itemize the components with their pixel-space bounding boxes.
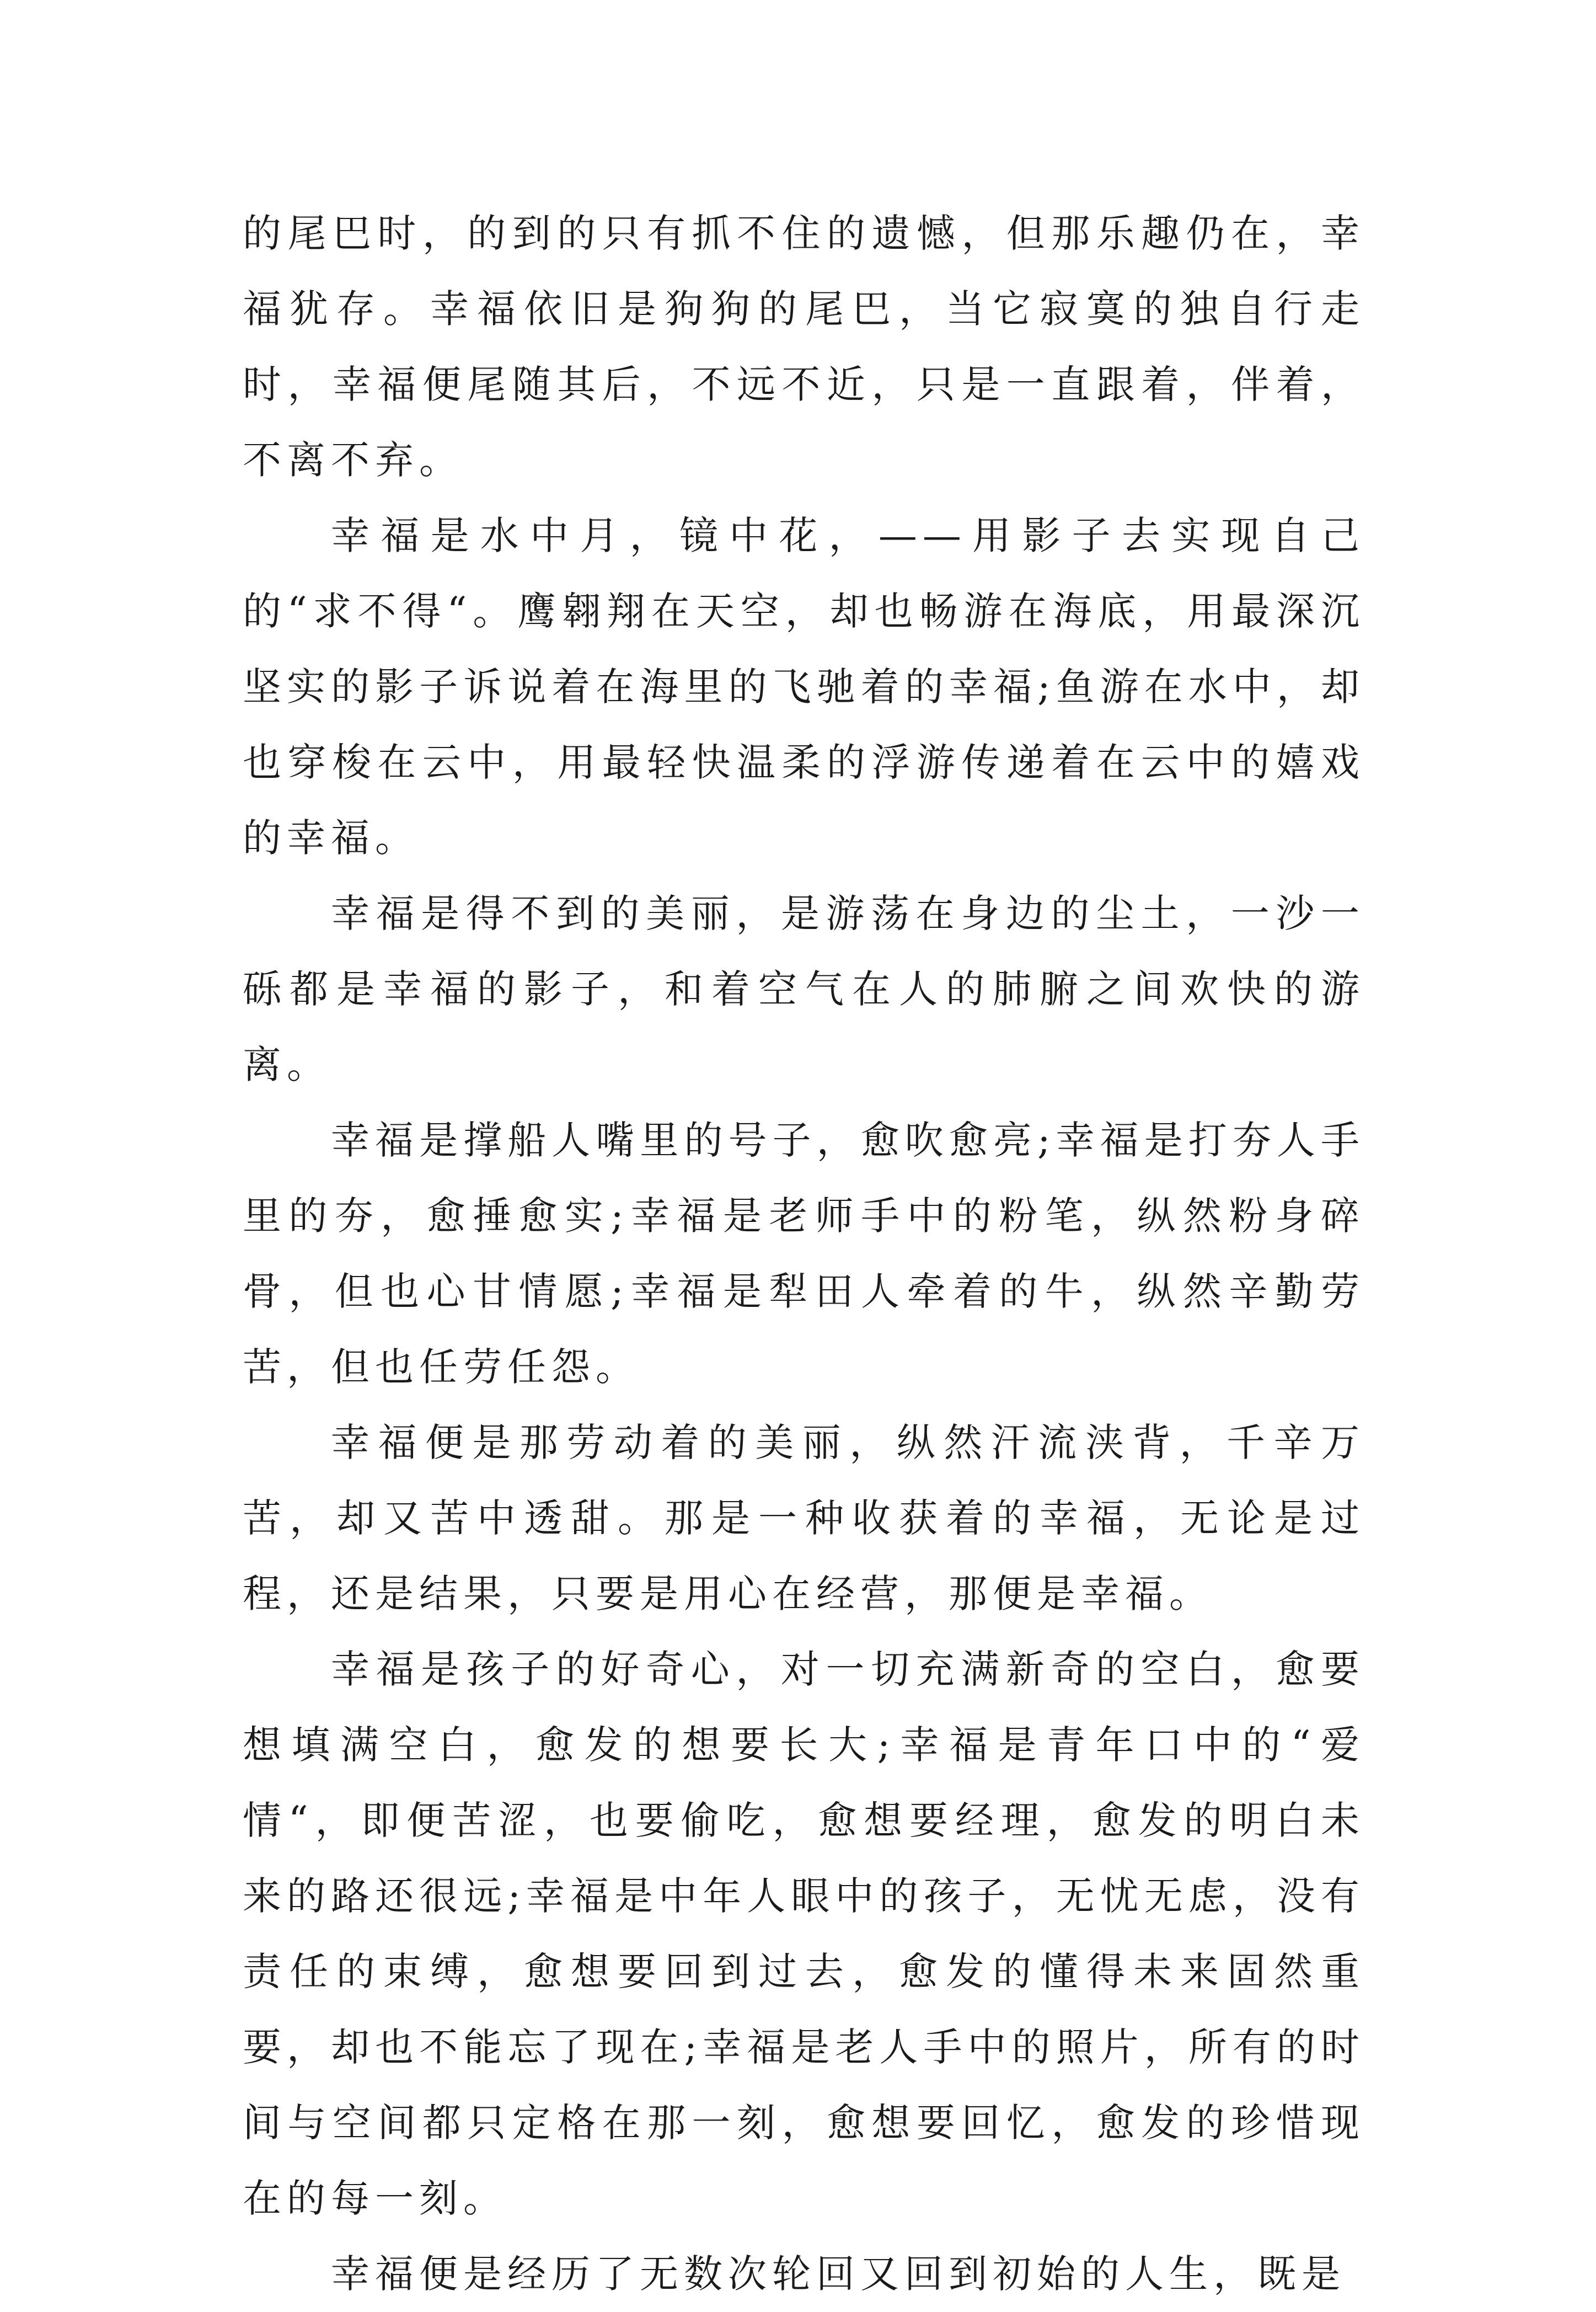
paragraph-3: 幸福是得不到的美丽，是游荡在身边的尘土，一沙一砾都是幸福的影子，和着空气在人的肺腑之间欢快的游离。 xyxy=(243,891,1365,1087)
paragraph-1: 的尾巴时，的到的只有抓不住的遗憾，但那乐趣仍在，幸福犹存。幸福依旧是狗狗的尾巴，当它寂寞的独自行走时，幸福便尾随其后，不远不近，只是一直跟着，伴着，不离不弃。 xyxy=(243,211,1365,483)
paragraph-6: 幸福是孩子的好奇心，对一切充满新奇的空白，愈要想填满空白，愈发的想要长大;幸福是青年口中的“爱情“，即便苦涩，也要偷吃，愈想要经理，愈发的明白未来的路还很远;幸福是中年人眼中的孩子，无忧无虑，没有责任的束缚，愈想要回到过去，愈发的懂得未来固然重要，却也不能忘了现在;幸福是老人手中的照片，所有的时间与空间都只定格在那一刻，愈想要回忆，愈发的珍惜现在的每一刻。 xyxy=(243,1647,1365,2221)
paragraph-5: 幸福便是那劳动着的美丽，纵然汗流浃背，千辛万苦，却又苦中透甜。那是一种收获着的幸福，无论是过程，还是结果，只要是用心在经营，那便是幸福。 xyxy=(243,1420,1365,1616)
paragraph-7: 幸福便是经历了无数次轮回又回到初始的人生，既是 xyxy=(331,2251,1346,2297)
document-body xyxy=(243,196,1365,2312)
paragraph-2: 幸福是水中月，镜中花，——用影子去实现自己的“求不得“。鹰翱翔在天空，却也畅游在海底，用最深沉坚实的影子诉说着在海里的飞驰着的幸福;鱼游在水中，却也穿梭在云中，用最轻快温柔的浮游传递着在云中的嬉戏的幸福。 xyxy=(243,513,1365,861)
paragraph-4: 幸福是撑船人嘴里的号子，愈吹愈亮;幸福是打夯人手里的夯，愈捶愈实;幸福是老师手中的粉笔，纵然粉身碎骨，但也心甘情愿;幸福是犁田人牵着的牛，纵然辛勤劳苦，但也任劳任怨。 xyxy=(243,1118,1365,1390)
